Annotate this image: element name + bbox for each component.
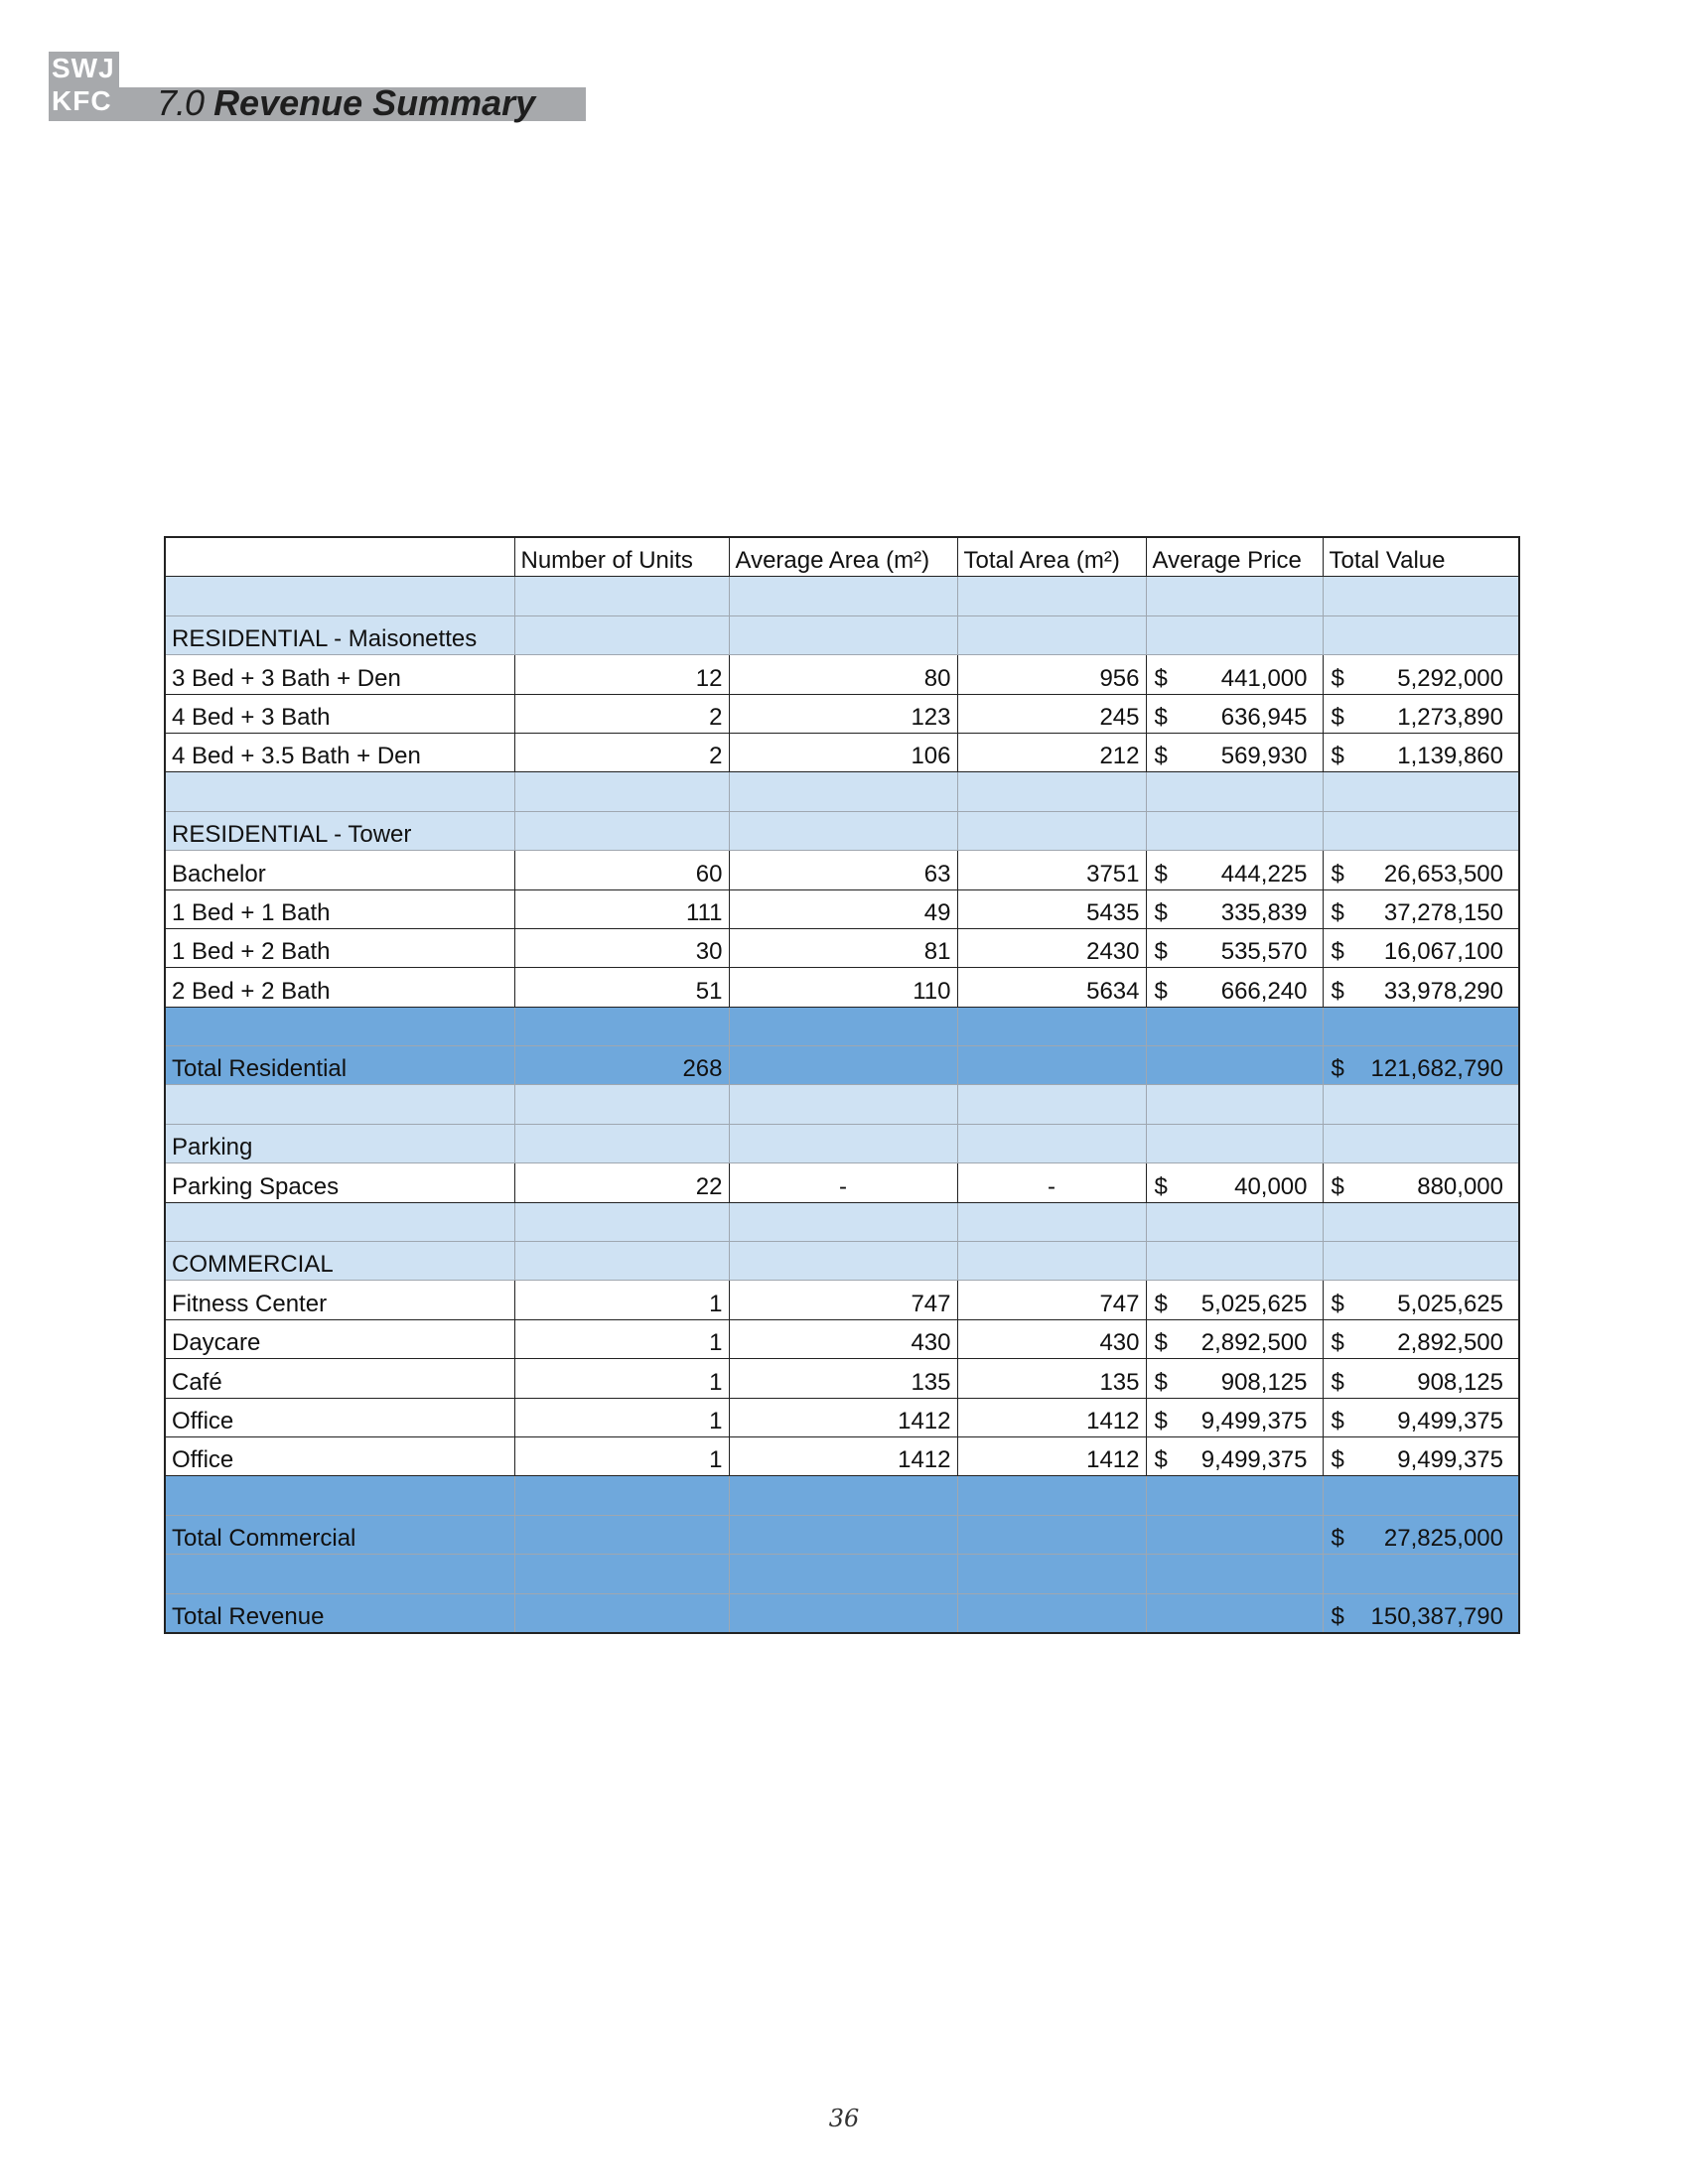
row-label-cell: Café — [165, 1359, 514, 1398]
average-area-cell: 81 — [729, 928, 957, 967]
average-price-cell — [1146, 577, 1323, 615]
currency-symbol: $ — [1331, 703, 1344, 731]
average-price-cell — [1146, 1046, 1323, 1085]
units-cell — [514, 1085, 729, 1124]
total-value-cell — [1323, 851, 1519, 889]
total-area-cell: 3751 — [957, 851, 1146, 889]
units-cell: 12 — [514, 655, 729, 694]
total-value-cell — [1323, 615, 1519, 654]
units-cell: 1 — [514, 1359, 729, 1398]
average-price-cell — [1146, 1281, 1323, 1319]
total-value-cell — [1323, 1476, 1519, 1515]
total-value-cell — [1323, 1398, 1519, 1436]
row-label-cell: Parking Spaces — [165, 1163, 514, 1202]
row-label-cell: COMMERCIAL — [165, 1242, 514, 1281]
units-cell — [514, 811, 729, 850]
amount: 5,025,625 — [1200, 1290, 1308, 1317]
currency-symbol: $ — [1154, 1172, 1168, 1200]
currency-symbol: $ — [1331, 938, 1344, 966]
row-label-cell: Bachelor — [165, 851, 514, 889]
total-area-cell: 747 — [957, 1281, 1146, 1319]
amount: 9,499,375 — [1397, 1446, 1503, 1474]
total-value-cell — [1323, 1046, 1519, 1085]
amount: 666,240 — [1220, 977, 1308, 1005]
table-row — [165, 655, 1519, 694]
amount: 33,978,290 — [1383, 977, 1503, 1005]
table-row — [165, 1046, 1519, 1085]
units-cell: 60 — [514, 851, 729, 889]
table-row — [165, 694, 1519, 733]
row-label-cell: Parking — [165, 1124, 514, 1162]
average-area-cell — [729, 1007, 957, 1045]
total-value-cell — [1323, 694, 1519, 733]
average-area-cell — [729, 1085, 957, 1124]
average-area-cell — [729, 1555, 957, 1593]
average-price-cell — [1146, 1593, 1323, 1633]
amount: 1,139,860 — [1397, 743, 1503, 770]
currency-symbol: $ — [1154, 1290, 1168, 1317]
table-row — [165, 968, 1519, 1007]
units-cell — [514, 1593, 729, 1633]
amount: 2,892,500 — [1397, 1329, 1503, 1357]
row-label-cell — [165, 1007, 514, 1045]
amount: 569,930 — [1220, 743, 1308, 770]
average-area-cell — [729, 1046, 957, 1085]
amount: 121,682,790 — [1370, 1055, 1503, 1083]
table-row — [165, 1398, 1519, 1436]
table-row — [165, 1007, 1519, 1045]
header-cell: Average Price — [1146, 537, 1323, 577]
amount: 37,278,150 — [1383, 898, 1503, 926]
header-cell: Number of Units — [514, 537, 729, 577]
row-label-cell: 3 Bed + 3 Bath + Den — [165, 655, 514, 694]
total-value-cell — [1323, 1593, 1519, 1633]
total-area-cell: 2430 — [957, 928, 1146, 967]
total-area-cell — [957, 1242, 1146, 1281]
average-price-cell — [1146, 772, 1323, 811]
total-area-cell: 430 — [957, 1319, 1146, 1358]
row-label-cell: Daycare — [165, 1319, 514, 1358]
amount: 9,499,375 — [1200, 1446, 1308, 1474]
units-cell — [514, 1242, 729, 1281]
currency-symbol: $ — [1154, 743, 1168, 770]
units-cell: 30 — [514, 928, 729, 967]
total-area-cell — [957, 577, 1146, 615]
table-row — [165, 889, 1519, 928]
average-area-cell — [729, 772, 957, 811]
logo-line-2: KFC — [52, 85, 112, 116]
currency-symbol: $ — [1331, 743, 1344, 770]
total-value-cell — [1323, 1202, 1519, 1241]
amount: 908,125 — [1417, 1368, 1503, 1396]
currency-symbol: $ — [1331, 1172, 1344, 1200]
amount: 40,000 — [1234, 1172, 1308, 1200]
total-area-cell — [957, 1593, 1146, 1633]
amount: 26,653,500 — [1383, 860, 1503, 887]
average-price-cell — [1146, 1124, 1323, 1162]
row-label-cell: Office — [165, 1398, 514, 1436]
table-row — [165, 615, 1519, 654]
logo — [49, 52, 119, 121]
amount: 441,000 — [1220, 664, 1308, 692]
units-cell — [514, 1515, 729, 1554]
currency-symbol: $ — [1331, 1290, 1344, 1317]
row-label-cell: 1 Bed + 2 Bath — [165, 928, 514, 967]
total-value-cell — [1323, 1436, 1519, 1475]
row-label-cell — [165, 1202, 514, 1241]
table-row — [165, 772, 1519, 811]
total-value-cell — [1323, 772, 1519, 811]
average-price-cell — [1146, 1515, 1323, 1554]
total-area-cell: - — [957, 1163, 1146, 1202]
total-area-cell: 212 — [957, 733, 1146, 771]
currency-symbol: $ — [1154, 1368, 1168, 1396]
units-cell — [514, 1202, 729, 1241]
currency-symbol: $ — [1331, 1525, 1344, 1553]
average-area-cell: 80 — [729, 655, 957, 694]
total-area-cell — [957, 1476, 1146, 1515]
currency-symbol: $ — [1331, 1329, 1344, 1357]
average-area-cell: 49 — [729, 889, 957, 928]
total-area-cell: 956 — [957, 655, 1146, 694]
currency-symbol: $ — [1154, 898, 1168, 926]
section-number: 7.0 — [157, 82, 205, 123]
total-value-cell — [1323, 1281, 1519, 1319]
average-price-cell — [1146, 1163, 1323, 1202]
average-price-cell — [1146, 1476, 1323, 1515]
table-row — [165, 733, 1519, 771]
average-area-cell — [729, 1476, 957, 1515]
average-area-cell: - — [729, 1163, 957, 1202]
currency-symbol: $ — [1331, 898, 1344, 926]
units-cell: 111 — [514, 889, 729, 928]
currency-symbol: $ — [1331, 1055, 1344, 1083]
total-area-cell: 5435 — [957, 889, 1146, 928]
average-price-cell — [1146, 1319, 1323, 1358]
average-area-cell — [729, 615, 957, 654]
units-cell: 2 — [514, 694, 729, 733]
table-row — [165, 1555, 1519, 1593]
amount: 9,499,375 — [1200, 1407, 1308, 1434]
total-value-cell — [1323, 1163, 1519, 1202]
units-cell — [514, 1555, 729, 1593]
amount: 535,570 — [1220, 938, 1308, 966]
average-price-cell — [1146, 811, 1323, 850]
table-row — [165, 1476, 1519, 1515]
total-value-cell — [1323, 1124, 1519, 1162]
currency-symbol: $ — [1154, 703, 1168, 731]
total-value-cell — [1323, 1007, 1519, 1045]
table-row — [165, 851, 1519, 889]
row-label-cell — [165, 577, 514, 615]
page-number: 36 — [828, 2105, 860, 2132]
total-value-cell — [1323, 1319, 1519, 1358]
average-area-cell: 135 — [729, 1359, 957, 1398]
average-area-cell: 106 — [729, 733, 957, 771]
average-price-cell — [1146, 889, 1323, 928]
row-label-cell: Office — [165, 1436, 514, 1475]
units-cell: 2 — [514, 733, 729, 771]
table-row — [165, 1436, 1519, 1475]
total-area-cell: 245 — [957, 694, 1146, 733]
currency-symbol: $ — [1154, 664, 1168, 692]
revenue-table — [164, 536, 1520, 1634]
units-cell — [514, 772, 729, 811]
currency-symbol: $ — [1154, 1446, 1168, 1474]
row-label-cell: Total Residential — [165, 1046, 514, 1085]
amount: 150,387,790 — [1370, 1602, 1503, 1630]
table-row — [165, 1359, 1519, 1398]
table-row — [165, 1593, 1519, 1633]
currency-symbol: $ — [1331, 860, 1344, 887]
units-cell — [514, 1124, 729, 1162]
average-price-cell — [1146, 1398, 1323, 1436]
average-price-cell — [1146, 615, 1323, 654]
amount: 880,000 — [1417, 1172, 1503, 1200]
row-label-cell: 4 Bed + 3 Bath — [165, 694, 514, 733]
table-row — [165, 1085, 1519, 1124]
table-row — [165, 1281, 1519, 1319]
units-cell — [514, 1476, 729, 1515]
table-row — [165, 1202, 1519, 1241]
units-cell — [514, 577, 729, 615]
row-label-cell — [165, 1476, 514, 1515]
amount: 16,067,100 — [1383, 938, 1503, 966]
currency-symbol: $ — [1331, 1368, 1344, 1396]
total-area-cell: 135 — [957, 1359, 1146, 1398]
average-price-cell — [1146, 968, 1323, 1007]
units-cell: 1 — [514, 1436, 729, 1475]
amount: 5,292,000 — [1397, 664, 1503, 692]
average-price-cell — [1146, 1242, 1323, 1281]
average-price-cell — [1146, 1555, 1323, 1593]
table-row — [165, 1319, 1519, 1358]
row-label-cell — [165, 1085, 514, 1124]
total-area-cell — [957, 811, 1146, 850]
total-area-cell — [957, 1124, 1146, 1162]
table-row — [165, 1242, 1519, 1281]
average-price-cell — [1146, 733, 1323, 771]
total-value-cell — [1323, 928, 1519, 967]
total-value-cell — [1323, 811, 1519, 850]
average-area-cell: 1412 — [729, 1398, 957, 1436]
table-header-row — [165, 537, 1519, 577]
amount: 636,945 — [1220, 703, 1308, 731]
logo-line-1: SWJ — [52, 53, 115, 83]
currency-symbol: $ — [1154, 1329, 1168, 1357]
average-area-cell: 1412 — [729, 1436, 957, 1475]
table-row — [165, 928, 1519, 967]
currency-symbol: $ — [1331, 1407, 1344, 1434]
total-value-cell — [1323, 1359, 1519, 1398]
total-value-cell — [1323, 1555, 1519, 1593]
header-cell: Total Area (m²) — [957, 537, 1146, 577]
currency-symbol: $ — [1331, 1602, 1344, 1630]
units-cell: 22 — [514, 1163, 729, 1202]
average-area-cell: 63 — [729, 851, 957, 889]
total-value-cell — [1323, 655, 1519, 694]
total-value-cell — [1323, 968, 1519, 1007]
units-cell: 268 — [514, 1046, 729, 1085]
currency-symbol: $ — [1331, 1446, 1344, 1474]
average-price-cell — [1146, 694, 1323, 733]
table-row — [165, 811, 1519, 850]
units-cell — [514, 615, 729, 654]
amount: 2,892,500 — [1200, 1329, 1308, 1357]
currency-symbol: $ — [1154, 1407, 1168, 1434]
total-value-cell — [1323, 1242, 1519, 1281]
total-area-cell — [957, 1555, 1146, 1593]
row-label-cell: 1 Bed + 1 Bath — [165, 889, 514, 928]
average-price-cell — [1146, 1436, 1323, 1475]
total-value-cell — [1323, 1515, 1519, 1554]
average-area-cell — [729, 1242, 957, 1281]
total-value-cell — [1323, 577, 1519, 615]
average-price-cell — [1146, 1359, 1323, 1398]
amount: 27,825,000 — [1383, 1525, 1503, 1553]
total-area-cell — [957, 1007, 1146, 1045]
row-label-cell: 4 Bed + 3.5 Bath + Den — [165, 733, 514, 771]
currency-symbol: $ — [1154, 977, 1168, 1005]
total-area-cell — [957, 1202, 1146, 1241]
total-value-cell — [1323, 733, 1519, 771]
units-cell — [514, 1007, 729, 1045]
average-area-cell — [729, 1593, 957, 1633]
currency-symbol: $ — [1154, 938, 1168, 966]
average-price-cell — [1146, 1202, 1323, 1241]
total-area-cell: 5634 — [957, 968, 1146, 1007]
row-label-cell: RESIDENTIAL - Maisonettes — [165, 615, 514, 654]
total-value-cell — [1323, 889, 1519, 928]
page-title — [157, 81, 535, 125]
average-area-cell — [729, 1124, 957, 1162]
units-cell: 1 — [514, 1281, 729, 1319]
row-label-cell: Fitness Center — [165, 1281, 514, 1319]
row-label-cell: 2 Bed + 2 Bath — [165, 968, 514, 1007]
average-area-cell: 430 — [729, 1319, 957, 1358]
units-cell: 1 — [514, 1319, 729, 1358]
average-area-cell: 747 — [729, 1281, 957, 1319]
average-area-cell — [729, 577, 957, 615]
section-title: Revenue Summary — [213, 82, 536, 123]
header-cell: Average Area (m²) — [729, 537, 957, 577]
header-cell — [165, 537, 514, 577]
amount: 908,125 — [1220, 1368, 1308, 1396]
average-price-cell — [1146, 1085, 1323, 1124]
average-area-cell — [729, 1515, 957, 1554]
table-row — [165, 1124, 1519, 1162]
table-row — [165, 577, 1519, 615]
row-label-cell — [165, 1555, 514, 1593]
header-cell: Total Value — [1323, 537, 1519, 577]
average-area-cell: 123 — [729, 694, 957, 733]
row-label-cell: Total Commercial — [165, 1515, 514, 1554]
total-value-cell — [1323, 1085, 1519, 1124]
row-label-cell: Total Revenue — [165, 1593, 514, 1633]
total-area-cell — [957, 615, 1146, 654]
average-price-cell — [1146, 928, 1323, 967]
amount: 335,839 — [1220, 898, 1308, 926]
average-price-cell — [1146, 655, 1323, 694]
total-area-cell — [957, 1085, 1146, 1124]
currency-symbol: $ — [1331, 664, 1344, 692]
total-area-cell — [957, 1046, 1146, 1085]
amount: 9,499,375 — [1397, 1407, 1503, 1434]
units-cell: 1 — [514, 1398, 729, 1436]
amount: 1,273,890 — [1397, 703, 1503, 731]
total-area-cell: 1412 — [957, 1398, 1146, 1436]
average-area-cell — [729, 1202, 957, 1241]
currency-symbol: $ — [1331, 977, 1344, 1005]
table-row — [165, 1163, 1519, 1202]
total-area-cell — [957, 772, 1146, 811]
currency-symbol: $ — [1154, 860, 1168, 887]
units-cell: 51 — [514, 968, 729, 1007]
amount: 444,225 — [1220, 860, 1308, 887]
average-area-cell: 110 — [729, 968, 957, 1007]
total-area-cell — [957, 1515, 1146, 1554]
row-label-cell — [165, 772, 514, 811]
amount: 5,025,625 — [1397, 1290, 1503, 1317]
average-price-cell — [1146, 851, 1323, 889]
table-row — [165, 1515, 1519, 1554]
average-area-cell — [729, 811, 957, 850]
average-price-cell — [1146, 1007, 1323, 1045]
total-area-cell: 1412 — [957, 1436, 1146, 1475]
row-label-cell: RESIDENTIAL - Tower — [165, 811, 514, 850]
